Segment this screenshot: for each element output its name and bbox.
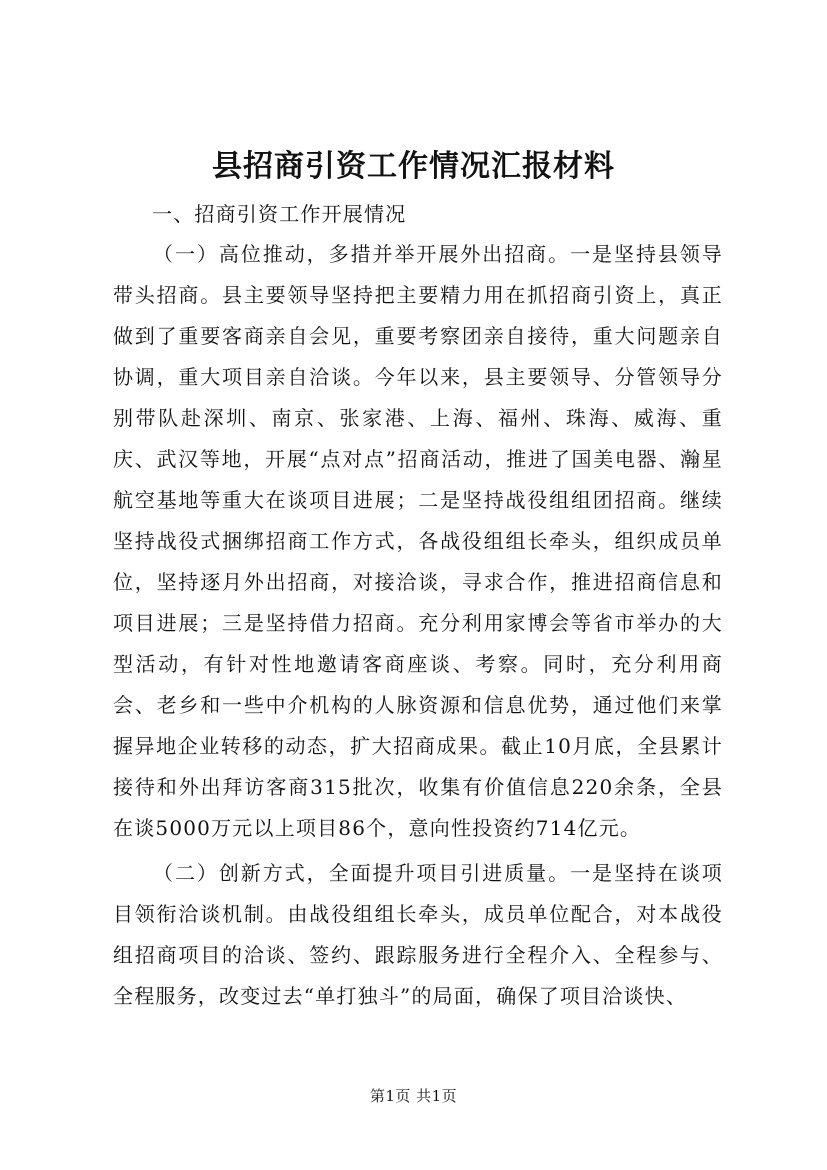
section-heading: 一、招商引资工作开展情况 [152, 202, 407, 226]
paragraph-2-text: （二）创新方式，全面提升项目引进质量。一是坚持在谈项目领衔洽谈机制。由战役组组长牵头，成员单位配合，对本战役组招商项目的洽谈、签约、跟踪服务进行全程介入、全程参与、全程服务，改变过去“单打独斗”的局面，确保了项目洽谈快、 [113, 861, 723, 1008]
paragraph-2 [113, 853, 723, 1017]
document-title: 县招商引资工作情况汇报材料 [212, 149, 615, 184]
page-footer: 第1页 共1页 [369, 1087, 458, 1105]
paragraph-1-text: （一）高位推动，多措并举开展外出招商。一是坚持县领导带头招商。县主要领导坚持把主要精力用在抓招商引资上，真正做到了重要客商亲自会见，重要考察团亲自接待，重大问题亲自协调，重大项目亲自洽谈。今年以来，县主要领导、分管领导分别带队赴深圳、南京、张家港、上海、福州、珠海、威海、重庆、武汉等地，开展“点对点”招商活动，推进了国美电器、瀚星航空基地等重大在谈项目进展；二是坚持战役组组团招商。继续坚持战役式捆绑招商工作方式，各战役组组长牵头，组织成员单位，坚持逐月外出招商，对接洽谈，寻求合作，推进招商信息和项目进展；三是坚持借力招商。充分利用家博会等省市举办的大型活动，有针对性地邀请客商座谈、考察。同时，充分利用商会、老乡和一些中介机构的人脉资源和信息优势，通过他们来掌握异地企业转移的动态，扩大招商成果。截止10月底，全县累计接待和外出拜访客商315批次，收集有价值信息220余条，全县在谈5000万元以上项目86个，意向性投资约714亿元。 [113, 242, 723, 840]
paragraph-1 [113, 234, 723, 849]
